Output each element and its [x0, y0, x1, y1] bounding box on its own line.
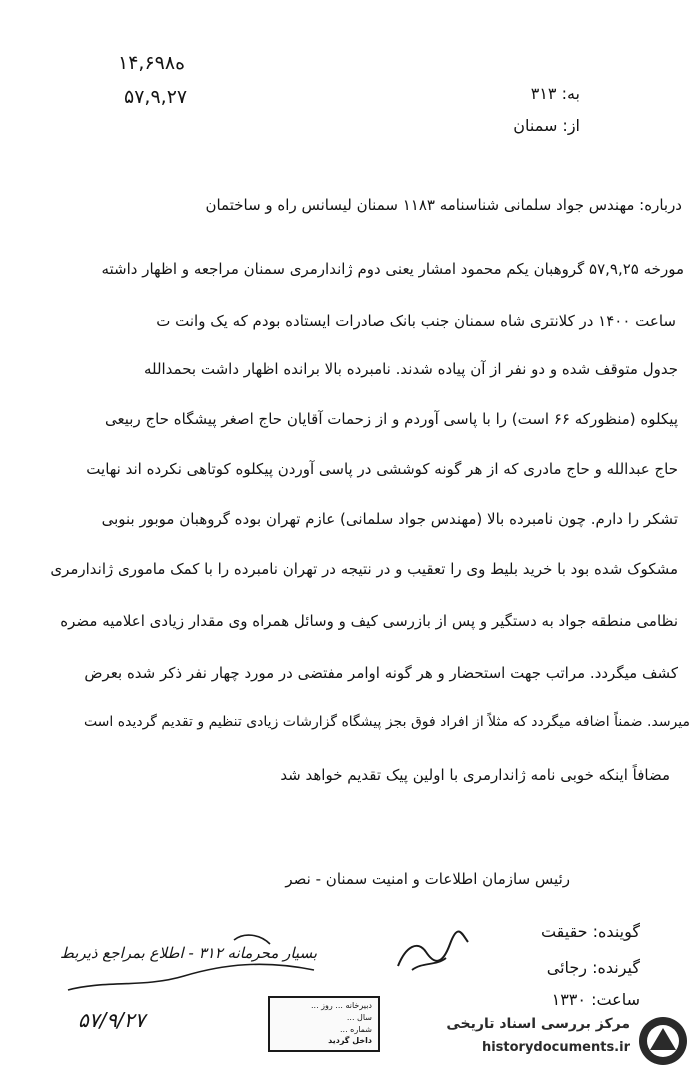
body-line: ساعت ۱۴۰۰ در کلانتری شاه سمنان جنب بانک صادرات ایستاده بودم که یک وانت ت: [156, 312, 676, 330]
body-line: تشکر را دارم. چون نامبرده بالا (مهندس جواد سلمانی) عازم تهران بوده گروهبان موبور بنوبی: [101, 510, 678, 528]
stamp-line: دبیرخانه ... روز ...: [311, 1001, 372, 1010]
handwritten-note: بسیار محرمانه ۳۱۲ - اطلاع بمراجع ذیربط: [60, 944, 318, 962]
from-label: از: سمنان: [513, 116, 580, 135]
stamp-line: شماره ...: [340, 1025, 372, 1034]
body-line: نظامی منطقه جواد به دستگیر و پس از بازرسی کیف و وسائل همراه وی مقدار زیادی اعلامیه مضره: [60, 612, 678, 630]
body-line: پیکلوه (منظورکه ۶۶ است) را با پاسی آوردم و از زحمات آقایان حاج اصغر پیشگاه حاج ربیعی: [105, 410, 678, 428]
watermark-title: مرکز بررسی اسناد تاریخی: [446, 1016, 630, 1032]
body-line: جدول متوقف شده و دو نفر از آن پیاده شدند. نامبرده بالا برانده اظهار داشت بحمدالله: [143, 360, 678, 378]
watermark-url: historydocuments.ir: [481, 1040, 630, 1055]
subject-line: درباره: مهندس جواد سلمانی شناسنامه ۱۱۸۳ سمنان لیسانس راه و ساختمان: [205, 196, 682, 214]
reference-date: ۵۷,۹,۲۷: [124, 86, 188, 108]
body-line: مورخه ۵۷,۹,۲۵ گروهبان یکم محمود امشار یعنی دوم ژاندارمری سمنان مراجعه و اظهار داشته: [101, 260, 684, 278]
initials-scribble: [392, 926, 472, 976]
stamp-line: سال ...: [346, 1013, 372, 1022]
archive-logo-icon: [636, 1014, 690, 1068]
body-line: حاج عبدالله و حاج مادری که از هر گونه کوششی در پاسی آوردن پیکلوه کوتاهی نکرده اند نهایت: [86, 460, 678, 478]
stamp-line: داخل گردید: [328, 1036, 372, 1045]
body-line: میرسد. ضمناً اضافه میگردد که مثلاً از افراد فوق بجز پیشگاه گزارشات زیادی تنظیم و تقدیم گردیده است: [83, 714, 690, 730]
to-label: به: ۳۱۳: [530, 84, 580, 103]
handwritten-date: ۵۷/۹/۲۷: [78, 1008, 146, 1032]
signature-line: رئیس سازمان اطلاعات و امنیت سمنان - نصر: [285, 870, 570, 888]
body-line: کشف میگردد. مراتب جهت استحضار و هر گونه اوامر مفتضی در مورد چهار نفر ذکر شده بعرض: [84, 664, 678, 682]
recipient-label: گیرنده: رجائی: [546, 958, 640, 977]
source-label: گوینده: حقیقت: [540, 922, 640, 941]
archive-watermark: [442, 1012, 692, 1068]
registry-stamp: [268, 996, 380, 1052]
time-label: ساعت: ۱۳۳۰: [551, 990, 640, 1009]
body-line: مضافاً اینکه خوبی نامه ژاندارمری با اولین پیک تقدیم خواهد شد: [280, 766, 670, 784]
reference-number: ۱۴,۶۹۸ه: [118, 52, 186, 74]
body-line: مشکوک شده بود با خرید بلیط وی را تعقیب و در نتیجه در تهران نامبرده را با کمک ماموری ژاندارمری: [50, 560, 678, 578]
